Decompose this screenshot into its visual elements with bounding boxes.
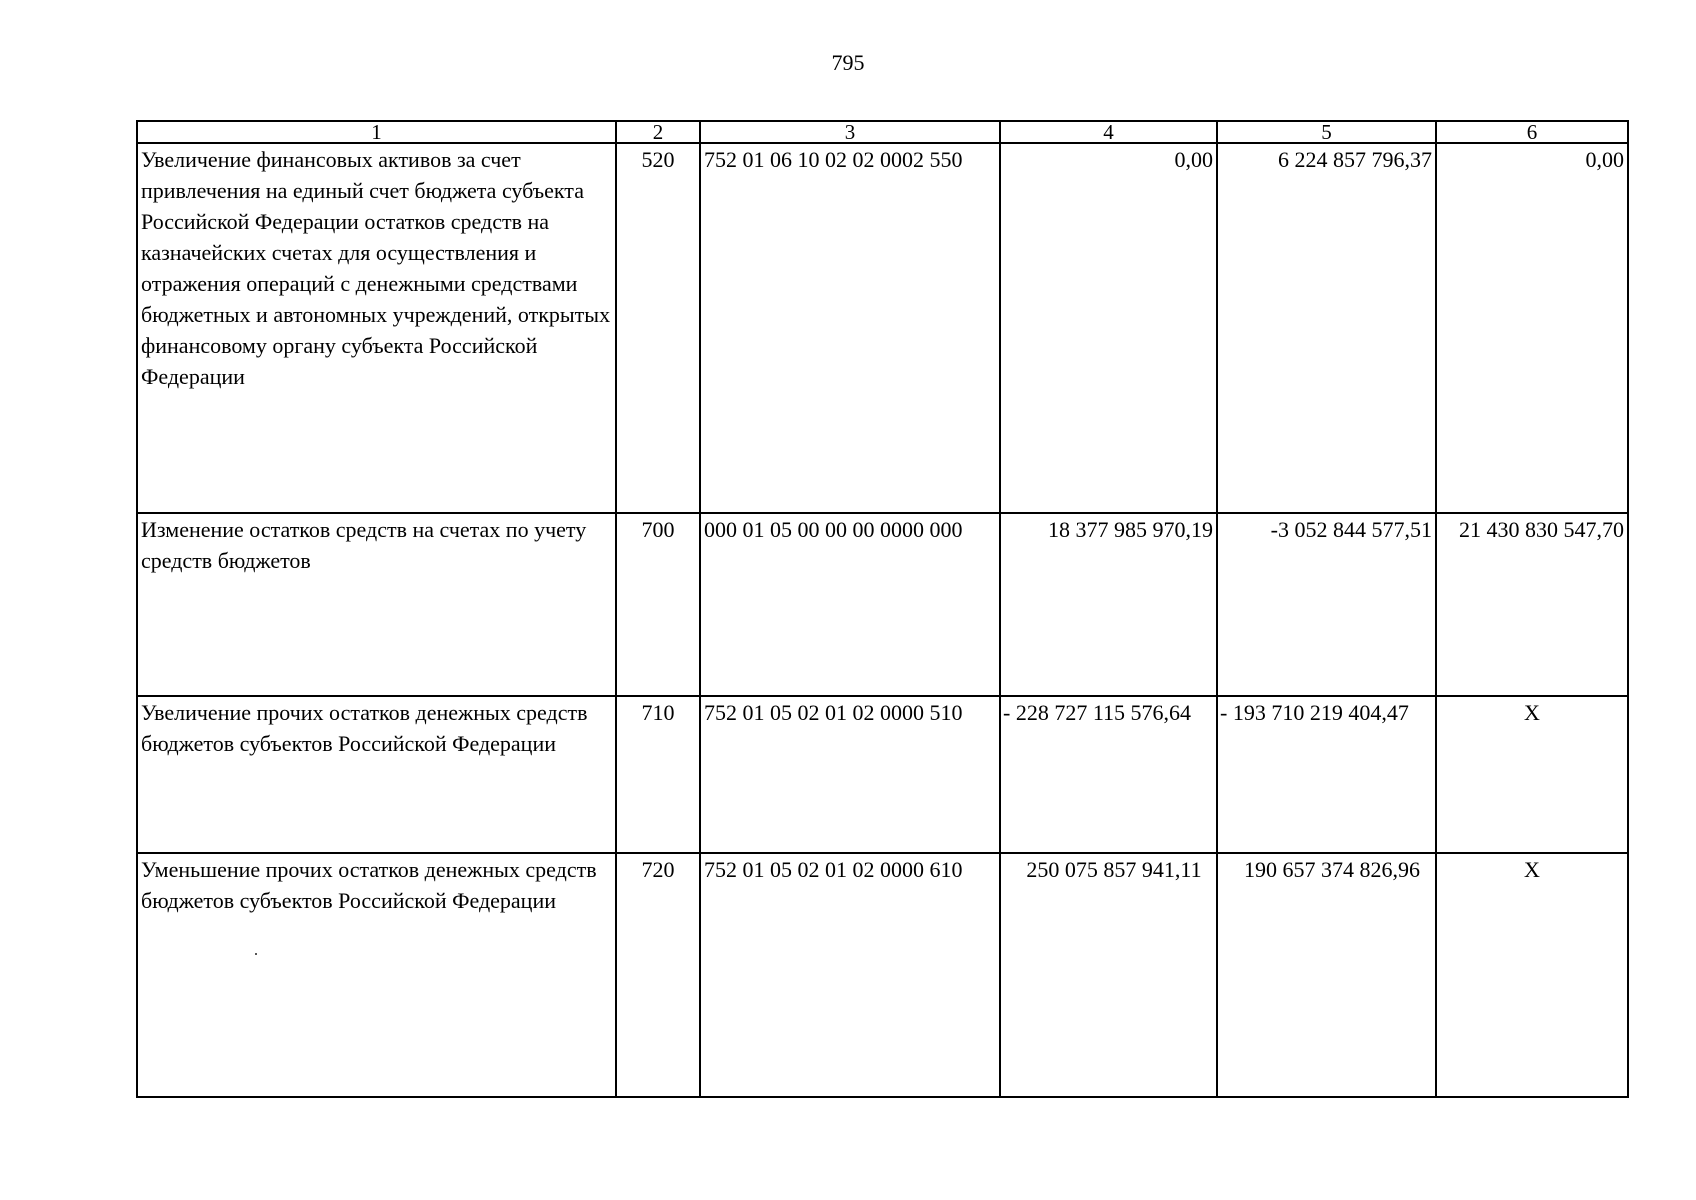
row-classification-code: 000 01 05 00 00 00 0000 000 bbox=[700, 513, 1000, 696]
row-classification-code: 752 01 05 02 01 02 0000 610 bbox=[700, 853, 1000, 1097]
header-col-6: 6 bbox=[1436, 121, 1628, 143]
row-description: Уменьшение прочих остатков денежных средств бюджетов субъектов Российской Федерации bbox=[137, 853, 616, 1097]
row-line-code: 520 bbox=[616, 143, 700, 513]
row-col4-value: 18 377 985 970,19 bbox=[1000, 513, 1217, 696]
table-row bbox=[137, 513, 1628, 696]
row-col6-value: 21 430 830 547,70 bbox=[1436, 513, 1628, 696]
row-line-code: 720 bbox=[616, 853, 700, 1097]
header-col-5: 5 bbox=[1217, 121, 1436, 143]
header-col-2: 2 bbox=[616, 121, 700, 143]
header-col-1: 1 bbox=[137, 121, 616, 143]
table-header bbox=[137, 121, 1628, 143]
row-col5-value: -3 052 844 577,51 bbox=[1217, 513, 1436, 696]
table-row bbox=[137, 696, 1628, 853]
row-description: Увеличение прочих остатков денежных средств бюджетов субъектов Российской Федерации bbox=[137, 696, 616, 853]
table-row bbox=[137, 853, 1628, 1097]
budget-table bbox=[136, 120, 1629, 1098]
row-col4-value: 0,00 bbox=[1000, 143, 1217, 513]
row-col5-value: - 193 710 219 404,47 bbox=[1217, 696, 1436, 853]
row-line-code: 710 bbox=[616, 696, 700, 853]
header-col-4: 4 bbox=[1000, 121, 1217, 143]
row-classification-code: 752 01 05 02 01 02 0000 510 bbox=[700, 696, 1000, 853]
row-col6-value: 0,00 bbox=[1436, 143, 1628, 513]
row-col5-value: 6 224 857 796,37 bbox=[1217, 143, 1436, 513]
row-col6-value: X bbox=[1436, 696, 1628, 853]
row-col5-value: 190 657 374 826,96 bbox=[1217, 853, 1436, 1097]
page-number: 795 bbox=[831, 50, 865, 75]
row-line-code: 700 bbox=[616, 513, 700, 696]
row-classification-code: 752 01 06 10 02 02 0002 550 bbox=[700, 143, 1000, 513]
header-col-3: 3 bbox=[700, 121, 1000, 143]
table-row bbox=[137, 143, 1628, 513]
row-col4-value: 250 075 857 941,11 bbox=[1000, 853, 1217, 1097]
scan-speck bbox=[255, 953, 257, 955]
row-description: Увеличение финансовых активов за счет привлечения на единый счет бюджета субъекта Российской Федерации остатков средств на казначейских счетах для осуществления и отражения операций с денежными средствами бюджетных и автономных учреждений, открытых финансовому органу субъекта Российской Федерации bbox=[137, 143, 616, 513]
header-row bbox=[137, 121, 1628, 143]
row-col4-value: - 228 727 115 576,64 bbox=[1000, 696, 1217, 853]
row-col6-value: X bbox=[1436, 853, 1628, 1097]
row-description: Изменение остатков средств на счетах по учету средств бюджетов bbox=[137, 513, 616, 696]
